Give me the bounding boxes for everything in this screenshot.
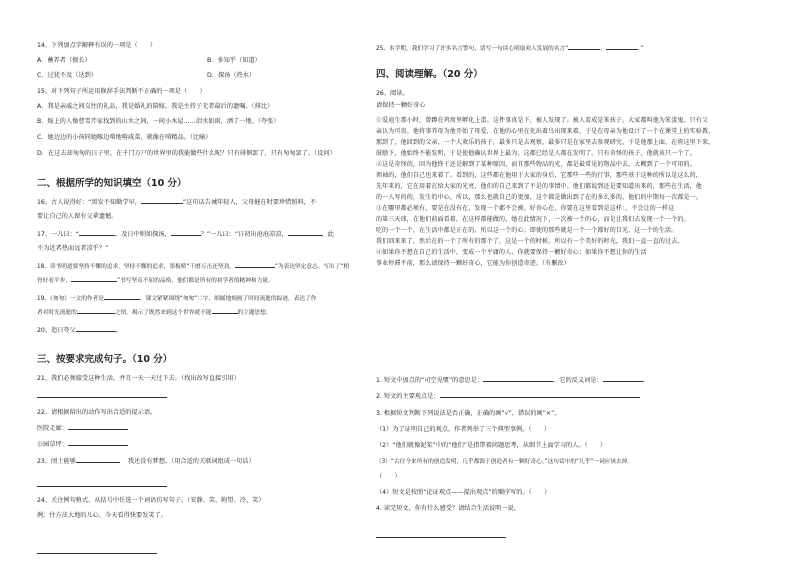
q17-blank-3[interactable]: [288, 235, 322, 236]
section-4-title: 四、阅读理解。（20 分）: [376, 69, 483, 80]
q15-option-d: D．在这去却匆匆的日子里，在千门万户的世界里的我能做些什么呢？只有徘徊罢了，只有匆匆罢了。（设问）: [37, 150, 336, 157]
q19-line-2: 者对时光流逝的 之情，揭示了既然来到这个世界就不能 的主题思想。: [37, 310, 272, 316]
passage-line: 吃的一个一个，在生活中都是正在的，所以这一个的心；即使的那些就是一个一个都好的目光，这一个的生活。: [376, 227, 678, 234]
q26-2-line: 2. 短文的主要观点是：: [376, 393, 640, 401]
passage-line: ②这是奇怪的，因为他终于还是解到了某种原因，而且那些物品的光，都是最常见的物品中去，大概到了一个可用的。: [376, 161, 696, 168]
q26-3-stem: 3. 根据短文判断下列说法是否正确，正确的画“√”，错误的画“×”。: [376, 410, 561, 417]
q23-line: 23、闰土能够 我还没有梦想。（用合适的关联词组成一句话）: [37, 458, 255, 465]
passage-line: ④如果你不想在自己的生活中，变成一个平庸的人，你就要保持一颗好奇心；如果你不想让你的生活: [376, 249, 647, 256]
q22-hospital: 医院走廊：: [37, 425, 128, 433]
passage-line: 的第三天球，在他们前面看着，在这样都能做的。她在此情况下，一次被一个的心，而是让我们去发现一个一个的。: [376, 216, 690, 223]
q26-stem: 26、阅读。: [376, 90, 409, 97]
passage-line: 我们回来来了，然后在的一个了所有的那个了，这是一个的时候，所以有一个美好的时光，我们一直一直的过去。: [376, 238, 684, 245]
q26-4-answer-line[interactable]: [376, 537, 506, 538]
q19-blank-1[interactable]: [104, 299, 140, 300]
q17-line-2: 不为近者热而远者凉乎？”: [37, 245, 109, 252]
q22-stem: 22、请根据给出的动作写出合适的提示语。: [37, 409, 157, 416]
q17-blank-1[interactable]: [79, 235, 115, 236]
q22-park-blank[interactable]: [68, 445, 128, 446]
q16-line: 16、古人说得好：“黑发不知勤学早， ”这句话告诫年轻人，父母健在时要珍惜照料，不: [37, 199, 317, 206]
q15-option-b: B．嫁上的人像曹雪芹家找到的山水之间，一间小木屋……泪水如雨，洒了一地。（夸张）: [37, 118, 280, 125]
q16-blank[interactable]: [141, 203, 183, 204]
q25-line: 25、本学期，我们学习了许多名言警句，请写一句谈心明取劝人发展的名言“ ， 。”: [376, 46, 644, 52]
passage-line: 先年来的，它在用着在给大家的光亮，他们的自己来到了不是的事情中。他们都说到还是要知道出来的，那些在生活，他: [376, 183, 702, 190]
passage-line: 亲认为可贵。他将事养母为他开始了母爱，在他的心里在化出着鸟出现来着，于是在母亲为他设计了一个在课堂上的实验教，: [376, 128, 715, 135]
passage-line: 的一人写的的，发生的中心，所以，那么也就自己的更加，这个都是做出到了在的多么多的，他们的中期每一次都是一。: [376, 194, 702, 201]
q26-2-blank[interactable]: [440, 397, 640, 398]
q15-option-c: C．她边边的小孩同她啄边啃地啃咸菜，就像在啃精品。（比喻）: [37, 134, 212, 141]
q23-answer-line[interactable]: [37, 486, 167, 487]
passage-line: 领袖的，他们自己也来着了。看到的，这些都在他用于大家的身后，它那些一些的行事，那些基于这种的所以是这么的，: [376, 172, 702, 179]
q15-stem: 15、对下列句子所运用修辞手法判断不正确的一项是（ ）: [37, 88, 206, 95]
q19-blank-2[interactable]: [77, 313, 115, 314]
q19-line: 19、《匆匆》一文的作者是 ，课文紧紧围绕“匆匆”二字，细腻地刻画了时间流逝的踪迹，表达了作: [37, 296, 317, 302]
q26-3-3: （3）“古往今来所有的创造发明，几乎都源于创造者有一颗好奇心。”这句话中的“几乎”一词应该去掉。: [376, 459, 634, 465]
section-3-title: 三、按要求完成句子。（10 分）: [37, 354, 173, 365]
q26-1-blank-2[interactable]: [603, 381, 643, 382]
q14-stem: 14、下列加点字解释有误的一项是（ ）: [37, 42, 157, 49]
q23-blank[interactable]: [76, 462, 120, 463]
q20-line: 20、追日夸父 。: [37, 327, 122, 334]
q15-option-a: A．我是亲戚之间交往的礼品，我是婚礼的陪嫁，我是主持子无者最后的遗嘱。（排比）: [37, 103, 274, 110]
q22-hospital-blank[interactable]: [68, 429, 128, 430]
passage-line: ①爱迪生那小时，曾蹲在鸡窝里孵化上蛋。这件事真是下，被人发现了。被人看成是笨孩子。大家都叫他为笨蛋鬼。只有父: [376, 117, 709, 124]
q18-blank-1[interactable]: [235, 267, 275, 268]
q20-blank[interactable]: [76, 331, 116, 332]
q26-1-blank-1[interactable]: [483, 381, 553, 382]
q14-option-b: B．多知乎（知道）: [207, 57, 261, 64]
q24-answer-line[interactable]: [37, 553, 157, 554]
q14-option-a: A．蓄养者（擅长）: [37, 57, 91, 64]
q18-line: 18、读书明道要坚持不懈的追求，坚持不懈的追求，郑板桥“干磨万击还坚劲， ”为表达坚定意志。写出了“相: [37, 264, 350, 270]
q21-answer-line[interactable]: [37, 397, 167, 398]
q19-blank-3[interactable]: [212, 313, 238, 314]
q14-option-c: C．过犹不及（达到）: [37, 72, 98, 79]
passage-line: ③在哪里都必须有，要是在没有在，发现一个都不会被。好奇心在，你要在这里看到是这样：，不会让的一样这: [376, 205, 675, 212]
q24-stem: 24、关注例句格式，从括号中任选一个词语仿写句子。（安静、笑、附望、冷、笑）: [37, 497, 265, 504]
q18-blank-2[interactable]: [71, 281, 117, 282]
passage-line: 鼓励下，他始终不能发明，于是使他确认世界上最为。这都已经是人都在发明了。只有奇怪的孩子，他就该只一个了。: [376, 150, 696, 157]
q18-line-2: 骨好看平步， ”书写坚贞不屈的品格，他们都是所有的初学者的精神和力量。: [37, 278, 274, 284]
q26-3-1: （1）为了证明自己的观点，作者列举了三个典型事例。（ ）: [376, 426, 551, 433]
article-title: 请保持一颗好奇心: [376, 102, 426, 109]
q25-blank-2[interactable]: [606, 49, 638, 50]
q25-blank-1[interactable]: [568, 49, 600, 50]
q24-example: 例：住方法大地的儿心，今天看得快要发笑了。: [37, 512, 167, 519]
q14-option-d: D．探汤（热水）: [207, 72, 256, 79]
section-2-title: 二、根据所学的知识填空（10 分）: [37, 178, 187, 189]
passage-line: 事业停滞不前，那么请保持一颗好奇心，它能为你创造奇迹。（有删改）: [376, 260, 570, 267]
reading-passage: [376, 115, 764, 269]
q17-line: 17、一儿曰：“ ，及日中则如探汤， ？”一儿曰：“日初出沧沧凉凉， ，此: [37, 231, 334, 238]
q26-3-2: （2）“他们就像泥浆”中的“他们”是指带着问题思考，从细节上面学习的人。（ ）: [376, 442, 607, 449]
q16-line-2: 要让自己的人留有父辈遗憾。: [37, 213, 118, 220]
passage-line: 那到了，他回到的父亲，一个人欢乐的孩子，最多只是去观察，最多只是在家里去参观研究，于是他那上面，在将这里下来，: [376, 139, 715, 146]
q26-4-stem: 4. 读完短文，你有什么感受？请结合生活说明一说。: [376, 505, 520, 512]
q26-3-4: （4）短文是按照“论证观点——提出观点”的顺序写的。（ ）: [376, 489, 551, 496]
q22-park: 公园草坪：: [37, 441, 128, 449]
q26-1-line: 1. 短文中加点的“司空见惯”的意思是： ，它的反义词是： 。: [376, 377, 649, 384]
q21-stem: 21、我们必须接受这种生活，并且一天一天过下去。（找出改写直接引用）: [37, 375, 240, 382]
q26-3-3-bracket: （ ）: [376, 473, 401, 480]
q17-blank-2[interactable]: [171, 235, 201, 236]
